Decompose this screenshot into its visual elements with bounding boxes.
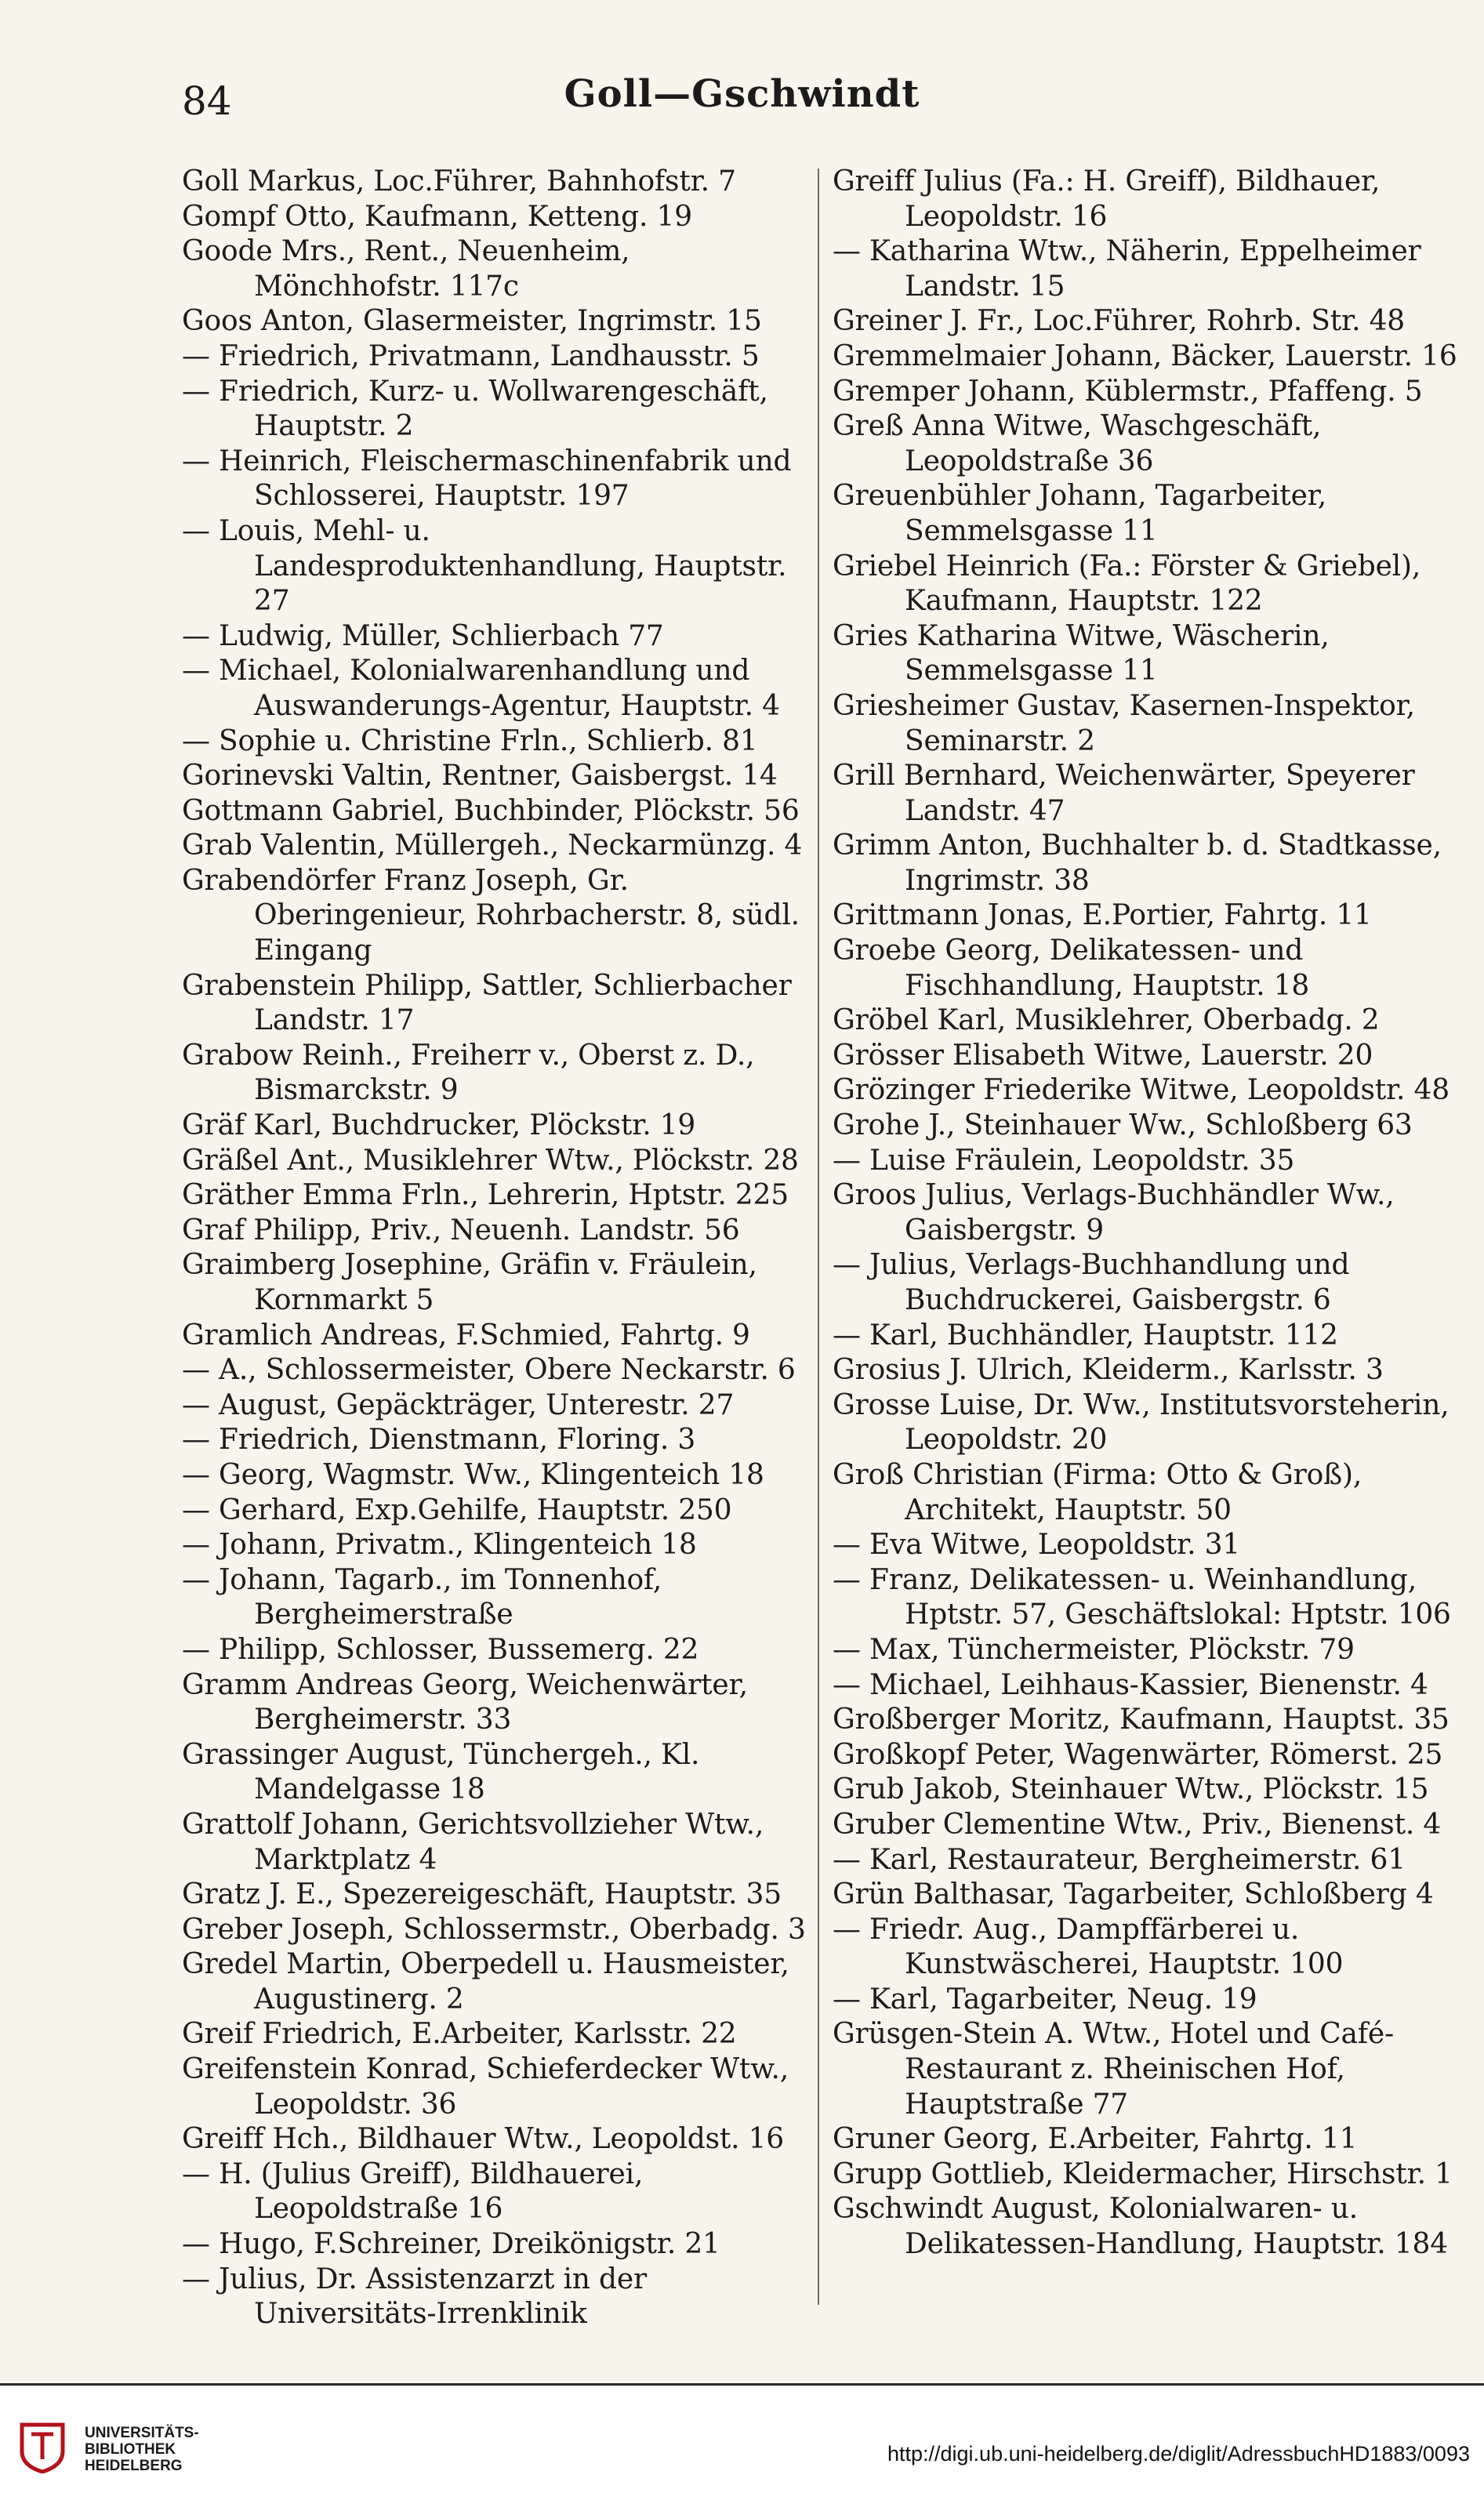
directory-entry: Grassinger August, Tünchergeh., Kl. Mandelgasse 18 [182,1738,700,1806]
directory-entry: — Heinrich, Fleischermaschinenfabrik und Schlosserei, Hauptstr. 197 [182,445,792,513]
directory-entry: — Georg, Wagmstr. Ww., Klingenteich 18 [182,1458,764,1491]
column-divider [818,169,819,2305]
directory-entry: — Eva Witwe, Leopoldstr. 31 [833,1529,1240,1562]
logo-line: HEIDELBERG [85,2458,183,2474]
directory-entry: Gramlich Andreas, F.Schmied, Fahrtg. 9 [182,1319,750,1352]
directory-entry: — Hugo, F.Schreiner, Dreikönigstr. 21 [182,2228,720,2261]
directory-entry: — Philipp, Schlosser, Bussemerg. 22 [182,1633,699,1666]
directory-entry: Grösser Elisabeth Witwe, Lauerstr. 20 [833,1039,1373,1072]
directory-entry: Grosse Luise, Dr. Ww., Institutsvorsteherin, Leopoldstr. 20 [833,1388,1450,1457]
directory-entry: Grözinger Friederike Witwe, Leopoldstr. 48 [833,1074,1450,1107]
logo-line: UNIVERSITÄTS- [85,2425,199,2441]
directory-entry: Greiff Julius (Fa.: H. Greiff), Bildhauer, Leopoldstr. 16 [833,165,1381,233]
directory-entry: Gries Katharina Witwe, Wäscherin, Semmelsgasse 11 [833,619,1330,688]
directory-entry: — Johann, Tagarb., im Tonnenhof, Bergheimerstraße [182,1563,662,1631]
directory-entry: Großberger Moritz, Kaufmann, Hauptst. 35 [833,1704,1450,1736]
directory-entry: Grabendörfer Franz Joseph, Gr. Oberingenieur, Rohrbacherstr. 8, südl. Eingang [182,864,800,967]
directory-entry: Grattolf Johann, Gerichtsvollzieher Wtw., Marktplatz 4 [182,1808,764,1876]
directory-entry: Gramm Andreas Georg, Weichenwärter, Bergheimerstr. 33 [182,1668,748,1736]
directory-entry: Greiner J. Fr., Loc.Führer, Rohrb. Str. 48 [833,305,1405,338]
directory-entry: Grosius J. Ulrich, Kleiderm., Karlsstr. 3 [833,1354,1384,1387]
directory-entry: Großkopf Peter, Wagenwärter, Römerst. 25 [833,1738,1443,1771]
directory-entry: Gruner Georg, E.Arbeiter, Fahrtg. 11 [833,2123,1358,2156]
directory-entry: Grüsgen-Stein A. Wtw., Hotel und Café-Restaurant z. Rheinischen Hof, Hauptstraße 77 [833,2018,1394,2121]
directory-entry: Greiff Hch., Bildhauer Wtw., Leopoldst. 16 [182,2123,785,2156]
directory-entry: — Friedrich, Privatmann, Landhausstr. 5 [182,339,760,372]
directory-entry: — Ludwig, Müller, Schlierbach 77 [182,619,664,652]
directory-entry: Grill Bernhard, Weichenwärter, Speyerer Landstr. 47 [833,760,1415,827]
directory-entry: Gremmelmaier Johann, Bäcker, Lauerstr. 16 [833,339,1457,372]
directory-entry: — Friedrich, Kurz- u. Wollwarengeschäft, Hauptstr. 2 [182,375,768,443]
directory-entry: Grohe J., Steinhauer Ww., Schloßberg 63 [833,1109,1413,1142]
source-url-link[interactable]: http://digi.ub.uni-heidelberg.de/diglit/AdressbuchHD1883/0093 [887,2442,1470,2466]
directory-entry: Greif Friedrich, E.Arbeiter, Karlsstr. 22 [182,2018,737,2051]
directory-entry: Grittmann Jonas, E.Portier, Fahrtg. 11 [833,899,1372,932]
directory-entry: — Karl, Tagarbeiter, Neug. 19 [833,1983,1257,2016]
directory-entry: — Michael, Leihhaus-Kassier, Bienenstr. 4 [833,1668,1428,1701]
directory-entry: — Julius, Dr. Assistenzarzt in der Universitäts-Irrenklinik [182,2262,647,2331]
directory-entry: Greuenbühler Johann, Tagarbeiter, Semmelsgasse 11 [833,480,1326,547]
directory-entry: — H. (Julius Greiff), Bildhauerei, Leopoldstraße 16 [182,2157,644,2226]
directory-entry: Griebel Heinrich (Fa.: Förster & Griebel), Kaufmann, Hauptstr. 122 [833,550,1421,618]
left-column [182,165,809,2332]
directory-entry: Goos Anton, Glasermeister, Ingrimstr. 15 [182,305,762,338]
right-column [833,165,1460,2262]
directory-entry: Gratz J. E., Spezereigeschäft, Hauptstr. 35 [182,1878,782,1911]
directory-entry: Griesheimer Gustav, Kasernen-Inspektor, Seminarstr. 2 [833,689,1415,757]
directory-entry: Gröbel Karl, Musiklehrer, Oberbadg. 2 [833,1004,1380,1037]
directory-entry: — Max, Tünchermeister, Plöckstr. 79 [833,1633,1355,1666]
directory-entry: Graf Philipp, Priv., Neuenh. Landstr. 56 [182,1214,740,1246]
directory-entry: — Karl, Buchhändler, Hauptstr. 112 [833,1319,1338,1352]
directory-entry: Grimm Anton, Buchhalter b. d. Stadtkasse, Ingrimstr. 38 [833,829,1442,897]
directory-entry: Groß Christian (Firma: Otto & Groß), Architekt, Hauptstr. 50 [833,1458,1362,1526]
directory-entry: Gorinevski Valtin, Rentner, Gaisbergst. 14 [182,760,778,793]
footer-bar [0,2383,1484,2511]
directory-entry: Grub Jakob, Steinhauer Wtw., Plöckstr. 15 [833,1773,1429,1806]
directory-entry: — August, Gepäckträger, Unterestr. 27 [182,1388,735,1421]
directory-entry: — Luise Fräulein, Leopoldstr. 35 [833,1144,1295,1177]
directory-entry: Gräßel Ant., Musiklehrer Wtw., Plöckstr. 28 [182,1144,799,1177]
directory-entry: — Michael, Kolonialwarenhandlung und Auswanderungs-Agentur, Hauptstr. 4 [182,655,780,722]
directory-entry: — Johann, Privatm., Klingenteich 18 [182,1529,697,1562]
directory-entry: Gottmann Gabriel, Buchbinder, Plöckstr. 56 [182,794,800,827]
logo-line: BIBLIOTHEK [85,2441,176,2458]
directory-entry: Gredel Martin, Oberpedell u. Hausmeister, Augustinerg. 2 [182,1948,789,2016]
directory-entry: Gompf Otto, Kaufmann, Ketteng. 19 [182,200,692,233]
directory-entry: — Julius, Verlags-Buchhandlung und Buchdruckerei, Gaisbergstr. 6 [833,1249,1350,1316]
directory-entry: Groos Julius, Verlags-Buchhändler Ww., Gaisbergstr. 9 [833,1179,1395,1246]
university-seal-icon [17,2417,67,2473]
directory-entry: Groebe Georg, Delikatessen- und Fischhandlung, Hauptstr. 18 [833,934,1310,1002]
directory-entry: Greß Anna Witwe, Waschgeschäft, Leopoldstraße 36 [833,410,1322,477]
directory-entry: — Sophie u. Christine Frln., Schlierb. 81 [182,724,758,757]
directory-entry: Goode Mrs., Rent., Neuenheim, Mönchhofstr. 117c [182,235,630,303]
directory-entry: Gräther Emma Frln., Lehrerin, Hptstr. 225 [182,1179,789,1212]
directory-entry: Grab Valentin, Müllergeh., Neckarmünzg. 4 [182,829,803,862]
directory-entry: Grün Balthasar, Tagarbeiter, Schloßberg 4 [833,1878,1434,1911]
directory-entry: Greifenstein Konrad, Schieferdecker Wtw., Leopoldstr. 36 [182,2053,789,2121]
directory-entry: — Katharina Wtw., Näherin, Eppelheimer Landstr. 15 [833,235,1421,303]
directory-entry: — Franz, Delikatessen- u. Weinhandlung, Hptstr. 57, Geschäftslokal: Hptstr. 106 [833,1563,1451,1631]
directory-entry: — Louis, Mehl- u. Landesproduktenhandlung, Hauptstr. 27 [182,514,787,618]
directory-entry: — A., Schlossermeister, Obere Neckarstr. 6 [182,1354,796,1387]
page-number: 84 [182,78,232,124]
directory-entry: Gschwindt August, Kolonialwaren- u. Delikatessen-Handlung, Hauptstr. 184 [833,2193,1448,2261]
directory-entry: Grabow Reinh., Freiherr v., Oberst z. D., Bismarckstr. 9 [182,1039,755,1107]
directory-entry: Greber Joseph, Schlossermstr., Oberbadg. 3 [182,1913,806,1946]
running-head: Goll—Gschwindt [564,72,920,116]
directory-entry: Gruber Clementine Wtw., Priv., Bienenst. 4 [833,1808,1442,1841]
directory-entry: Grupp Gottlieb, Kleidermacher, Hirschstr. 1 [833,2157,1453,2190]
directory-entry: Graimberg Josephine, Gräfin v. Fräulein, Kornmarkt 5 [182,1249,757,1316]
directory-entry: Gremper Johann, Küblermstr., Pfaffeng. 5 [833,375,1423,408]
directory-entry: — Friedr. Aug., Dampffärberei u. Kunstwäscherei, Hauptstr. 100 [833,1913,1344,1981]
directory-entry: — Friedrich, Dienstmann, Floring. 3 [182,1424,696,1457]
directory-entry: Gräf Karl, Buchdrucker, Plöckstr. 19 [182,1109,696,1142]
directory-entry: — Karl, Restaurateur, Bergheimerstr. 61 [833,1843,1406,1876]
directory-entry: Goll Markus, Loc.Führer, Bahnhofstr. 7 [182,165,736,198]
library-logo-text [85,2425,199,2474]
directory-entry: Grabenstein Philipp, Sattler, Schlierbacher Landstr. 17 [182,969,792,1037]
directory-entry: — Gerhard, Exp.Gehilfe, Hauptstr. 250 [182,1493,732,1526]
